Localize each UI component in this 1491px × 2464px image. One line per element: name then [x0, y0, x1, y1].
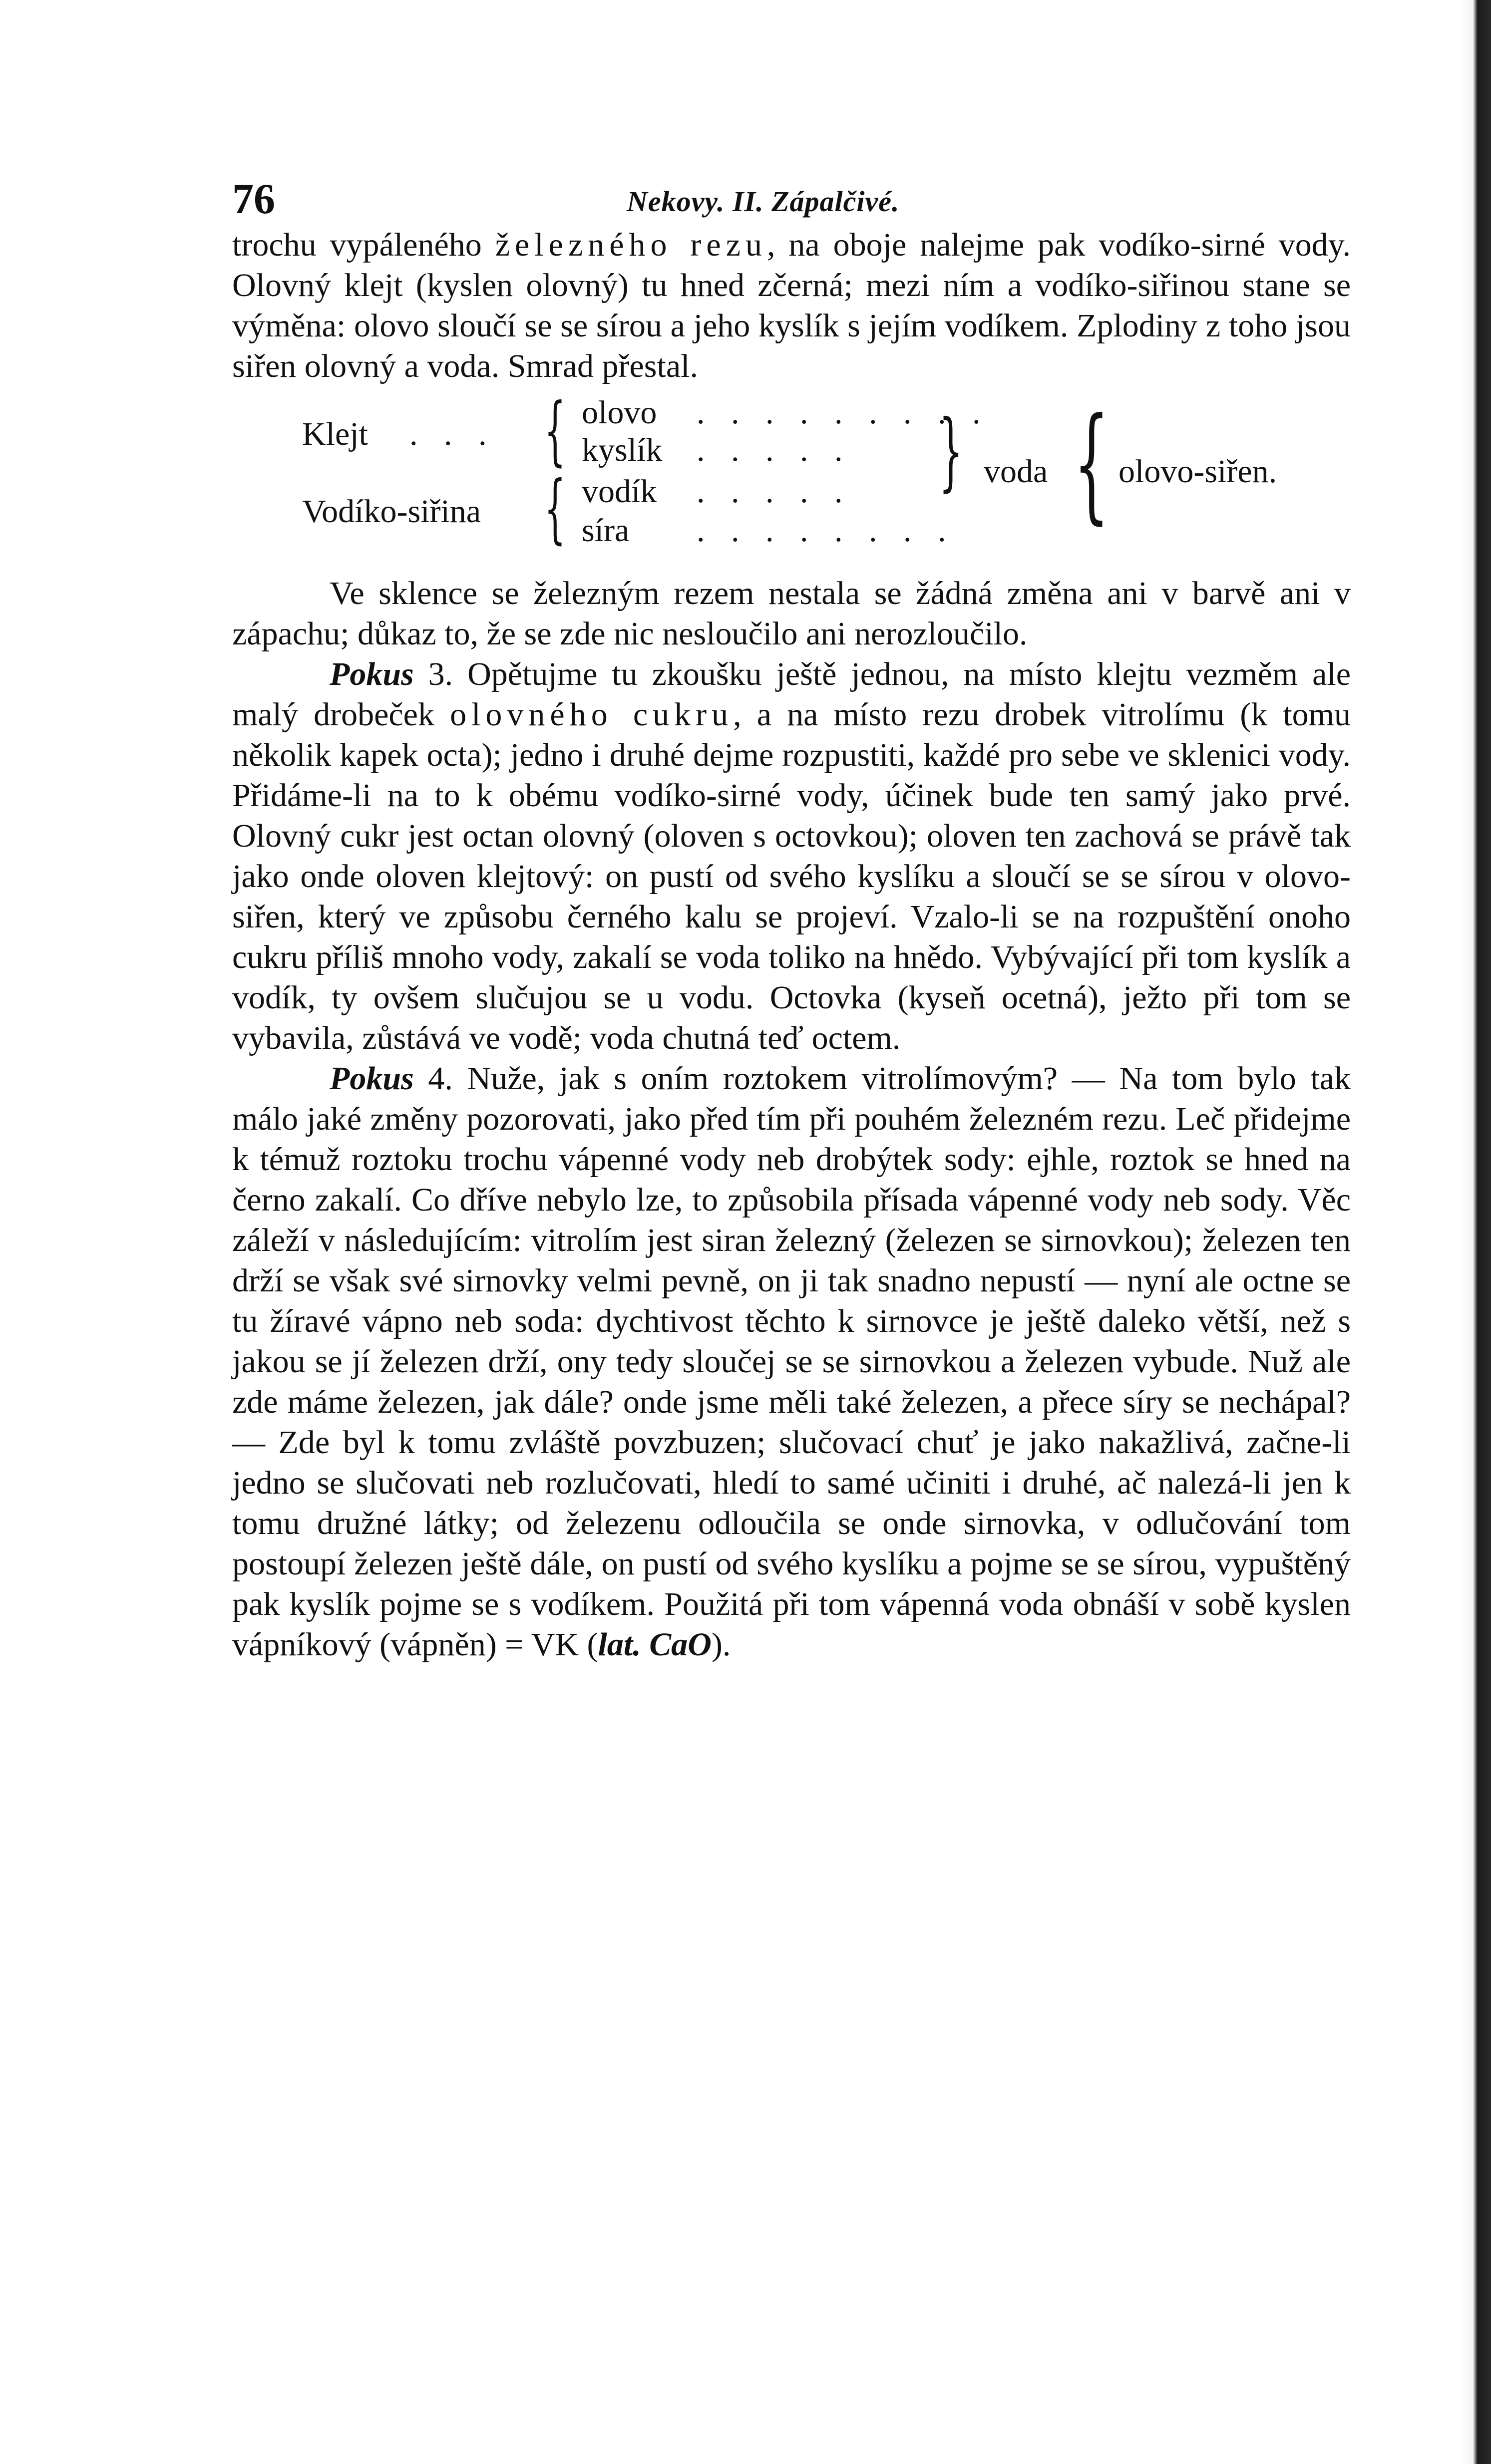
- pokus-3-intro: 3. Opětujme tu zkoušku ještě jednou, na místo klejtu vezměm ale malý drobeček: [232, 656, 1351, 733]
- scheme-klejt-dots: . . .: [409, 416, 496, 452]
- paragraph-pokus-4: [232, 1058, 1351, 1665]
- scheme-item-vodik: vodík: [582, 473, 657, 510]
- pokus-3-label: Pokus: [330, 656, 414, 692]
- page-edge-shadow: [1461, 0, 1491, 2464]
- paragraph-1-rest: , na oboje nalejme pak vodíko-sirné vody. Olovný klejt (kyslen olovný) tu hned zčerná; mezi ním a vodíko-siřinou stane se výměna: olovo sloučí se se sírou a jeho kyslík s jejím vodíkem. Zplodiny z toho jsou siřen olovný a voda. Smrad přestal.: [232, 227, 1351, 384]
- spaced-term-olovneho-cukru: olovného cukru: [450, 696, 734, 733]
- scheme-brace-vodiko-sirina: {: [544, 465, 566, 552]
- scheme-kyslik-dots: . . . . .: [697, 432, 852, 468]
- scheme-result-voda: voda: [984, 453, 1048, 490]
- running-head: Nekovy. II. Zápalčivé.: [627, 185, 900, 218]
- book-page: [232, 170, 1351, 1665]
- scheme-brace-olovo-siren: {: [1074, 391, 1110, 536]
- pokus-4-end: ).: [711, 1626, 731, 1663]
- paragraph-1-start: trochu vypáleného: [232, 227, 495, 263]
- pokus-4-text: 4. Nuže, jak s oním roztokem vitrolímovým? — Na tom bylo tak málo jaké změny pozorovati, jako před tím při pouhém železném rezu. Leč přidejme k témuž roztoku trochu vápenné vody neb drobýtek sody: ejhle, roztok se hned na černo zakalí. Co dříve nebylo lze, to způsobila přísada vápenné vody neb sody. Věc záleží v následujícím: vitrolím jest siran železný (železen se sirnovkou); železen ten drží se však své sirnovky velmi pevně, on ji tak snadno nepustí — nyní ale octne se tu žíravé vápno neb soda: dychtivost těchto k sirnovce je ještě daleko větší, než s jakou se jí železen drží, ony tedy sloučej se se sirnovkou a železen vybude. Nuž ale zde máme železen, jak dále? onde jsme měli také železen, a přece síry se nechápal? — Zde byl k tomu zvláště povzbuzen; slučovací chuť je jako nakažlivá, začne-li jedno se slučovati neb rozlučovati, hledí to samé učiniti i druhé, ač nalezá-li jen k tomu družné látky; od železenu odloučila se onde sirnovka, v odlučování tom postoupí železen ještě dále, on pustí od svého kyslíku a pojme se se sírou, vypuštěný pak kyslík pojme se s vodíkem. Použitá při tom vápenná voda obnáší v sobě kyslen vápníkový (vápněn) = VK (: [232, 1060, 1351, 1663]
- page-header: [232, 170, 1351, 225]
- latin-formula: lat. CaO: [598, 1626, 712, 1663]
- page-number: 76: [232, 175, 275, 223]
- scheme-label-klejt: Klejt: [302, 416, 368, 452]
- paragraph-1: [232, 225, 1351, 386]
- scheme-brace-klejt: {: [544, 387, 566, 474]
- scheme-item-sira: síra: [582, 512, 630, 549]
- scheme-sira-dots: . . . . . . . .: [697, 512, 955, 549]
- pokus-4-label: Pokus: [330, 1060, 414, 1097]
- scheme-label-vodiko-sirina: Vodíko-siřina: [302, 493, 481, 530]
- spaced-term-zelezneho-rezu: železného rezu: [495, 227, 767, 263]
- scheme-item-kyslik: kyslík: [582, 432, 663, 468]
- scheme-vodik-dots: . . . . .: [697, 473, 852, 510]
- reaction-scheme: [232, 387, 1351, 561]
- scheme-olovo-dots: . . . . . . . . .: [697, 394, 990, 431]
- pokus-3-rest: , a na místo rezu drobek vitrolímu (k tomu několik kapek octa); jedno i druhé dejme rozpustiti, každé pro sebe ve sklenici vody. Přidáme-li na to k obému vodíko-sirné vody, účinek bude ten samý jako prvé. Olovný cukr jest octan olovný (oloven s octovkou); oloven ten zachová se právě tak jako onde oloven klejtový: on pustí od svého kyslíku a sloučí se se sírou v olovo-siřen, který ve způsobu černého kalu se projeví. Vzalo-li se na rozpuštění onoho cukru příliš mnoho vody, zakalí se voda toliko na hnědo. Vybývající při tom kyslík a vodík, ty ovšem slučujou se u vodu. Octovka (kyseň ocetná), ježto při tom se vybavila, zůstává ve vodě; voda chutná teď octem.: [232, 696, 1351, 1056]
- scheme-result-olovo-siren: olovo-siřen.: [1118, 453, 1277, 490]
- scheme-brace-voda: }: [939, 402, 963, 501]
- paragraph-2: Ve sklence se železným rezem nestala se žádná změna ani v barvě ani v zápachu; důkaz to, že se zde nic nesloučilo ani nerozloučilo.: [232, 575, 1351, 652]
- paragraph-pokus-3: [232, 654, 1351, 1058]
- scheme-item-olovo: olovo: [582, 394, 657, 431]
- body-text: [232, 225, 1351, 1665]
